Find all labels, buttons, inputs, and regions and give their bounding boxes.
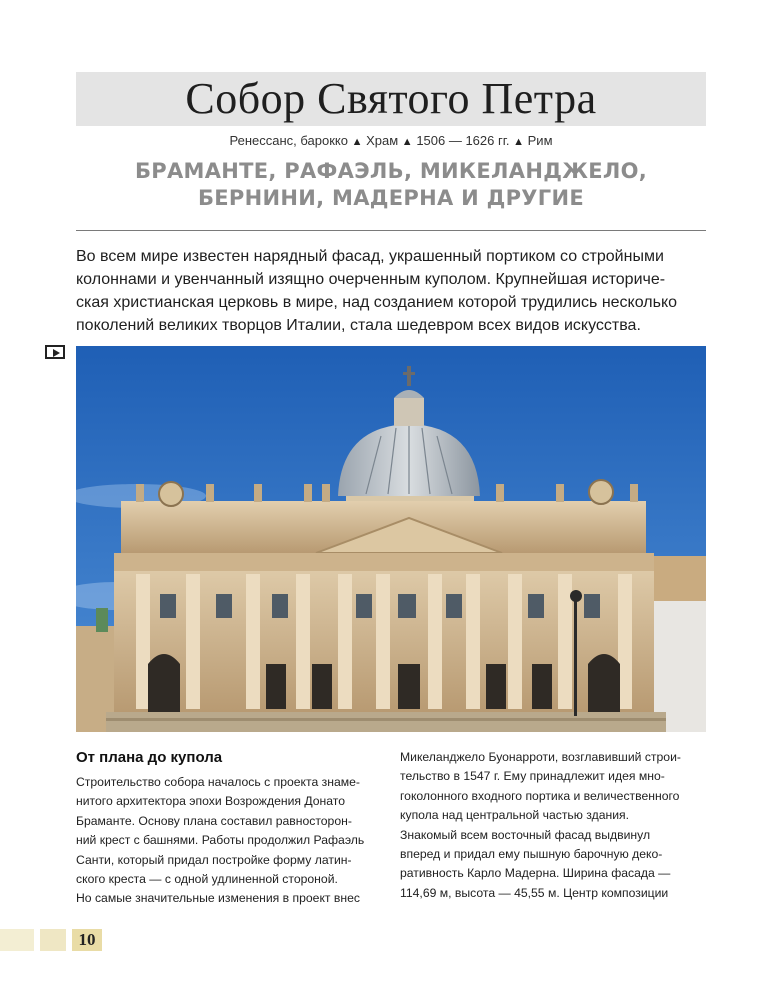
text-line: Санти, который придал постройке форму латин- [76, 852, 352, 867]
text-line: Но самые значительные изменения в проект внес [76, 891, 360, 906]
subtitle-architects [76, 158, 706, 212]
subtitle-line: БЕРНИНИ, МАДЕРНА И ДРУГИЕ [197, 186, 585, 210]
text-line: Знакомый всем восточный фасад выдвинул [400, 827, 651, 842]
text-line: ративность Карло Мадерна. Ширина фасада — [400, 866, 671, 881]
text-line: Микеланджело Буонарроти, возглавивший строи- [400, 750, 681, 764]
divider [76, 230, 706, 231]
meta-style: Ренессанс, барокко [229, 133, 348, 148]
triangle-icon: ▲ [351, 136, 363, 148]
text-line: вперед и придал ему пышную барочную деко- [400, 847, 663, 862]
page-title: Собор Святого Петра [185, 74, 597, 123]
text-line: Браманте. Основу плана составил равносторон- [76, 813, 352, 828]
text-line: тельство в 1547 г. Ему принадлежит идея мно- [400, 769, 665, 784]
text-line: Строительство собора началось с проекта знаме- [76, 775, 360, 789]
subtitle-line: БРАМАНТЕ, РАФАЭЛЬ, МИКЕЛАНДЖЕЛО, [134, 159, 648, 183]
meta-line [76, 133, 706, 148]
title-band [76, 72, 706, 126]
section-heading: От плана до купола [76, 749, 223, 766]
left-column [76, 748, 383, 909]
text-line: купола над центральной частью здания. [400, 808, 630, 823]
text-line: ского креста — с одной удлиненной стороной. [76, 872, 338, 887]
text-line: гоколонного входного портика и величественного [400, 788, 680, 803]
meta-city: Рим [527, 133, 553, 148]
page-tab-decor [40, 929, 66, 951]
lead-paragraph [76, 245, 710, 337]
triangle-icon: ▲ [513, 136, 525, 148]
meta-dates: 1506 — 1626 гг. [416, 133, 510, 148]
lead-line: колоннами и увенчанный изящно очерченным куполом. Крупнейшая историче- [76, 271, 666, 288]
text-line: ний крест с башнями. Работы продолжил Рафаэль [76, 833, 365, 848]
triangle-icon: ▲ [401, 136, 413, 148]
page-number: 10 [72, 929, 102, 951]
play-icon[interactable] [45, 345, 65, 359]
page-tab-decor [0, 929, 34, 951]
meta-type: Храм [366, 133, 399, 148]
lead-line: ская христианская церковь в мире, над созданием которой трудились несколько [76, 294, 678, 311]
text-line: 114,69 м, высота — 45,55 м. Центр композиции [400, 885, 669, 900]
lead-line: поколений великих творцов Италии, стала шедевром всех видов искусства. [76, 317, 641, 334]
right-column [400, 748, 707, 903]
text-line: нитого архитектора эпохи Возрождения Донато [76, 794, 346, 809]
lead-line: Во всем мире известен нарядный фасад, украшенный портиком со стройными [76, 248, 664, 265]
cathedral-photo [76, 346, 706, 732]
